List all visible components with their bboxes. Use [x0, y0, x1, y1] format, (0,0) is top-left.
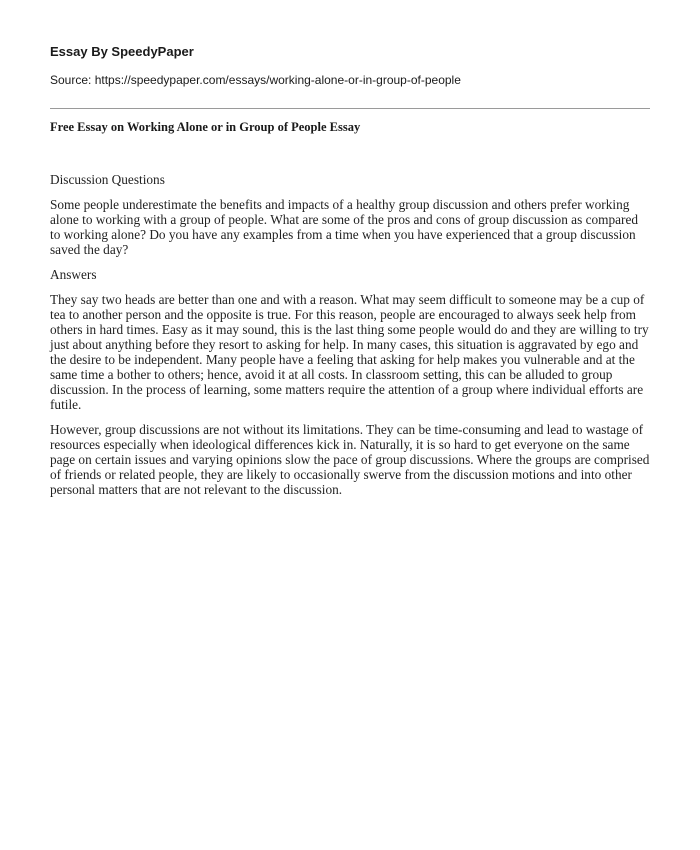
questions-heading: Discussion Questions	[50, 172, 165, 187]
answer-paragraph-2: However, group discussions are not without its limitations. They can be time-consuming and lead to wastage of resources especially when ideological differences kick in. Naturally, it is so hard to get everyone on the same page on certain issues and varying opinions slow the pace of group discussions. Where the groups are comprised of friends or related people, they are likely to occasionally swerve from the discussion motions and into other personal matters that are not relevant to the discussion.	[50, 422, 650, 497]
document-header-title: Essay By SpeedyPaper	[50, 44, 194, 59]
essay-title: Free Essay on Working Alone or in Group of People Essay	[50, 120, 361, 134]
essay-body	[50, 172, 650, 507]
answers-heading: Answers	[50, 267, 97, 282]
source-line: Source: https://speedypaper.com/essays/working-alone-or-in-group-of-people	[50, 73, 461, 87]
questions-paragraph: Some people underestimate the benefits and impacts of a healthy group discussion and others prefer working alone to working with a group of people. What are some of the pros and cons of group discussion as compared to working alone? Do you have any examples from a time when you have experienced that a group discussion saved the day?	[50, 197, 638, 257]
answer-paragraph-1: They say two heads are better than one and with a reason. What may seem difficult to someone may be a cup of tea to another person and the opposite is true. For this reason, people are encouraged to always seek help from others in hard times. Easy as it may sound, this is the last thing some people would do and they are willing to try just about anything before they resort to asking for help. In many cases, this situation is aggravated by ego and the desire to be independent. Many people have a feeling that asking for help makes you vulnerable and at the same time a bother to others; hence, avoid it at all costs. In classroom setting, this can be alluded to group discussion. In the process of learning, some matters require the attention of a group where individual efforts are futile.	[50, 292, 649, 412]
header-divider	[50, 108, 650, 109]
